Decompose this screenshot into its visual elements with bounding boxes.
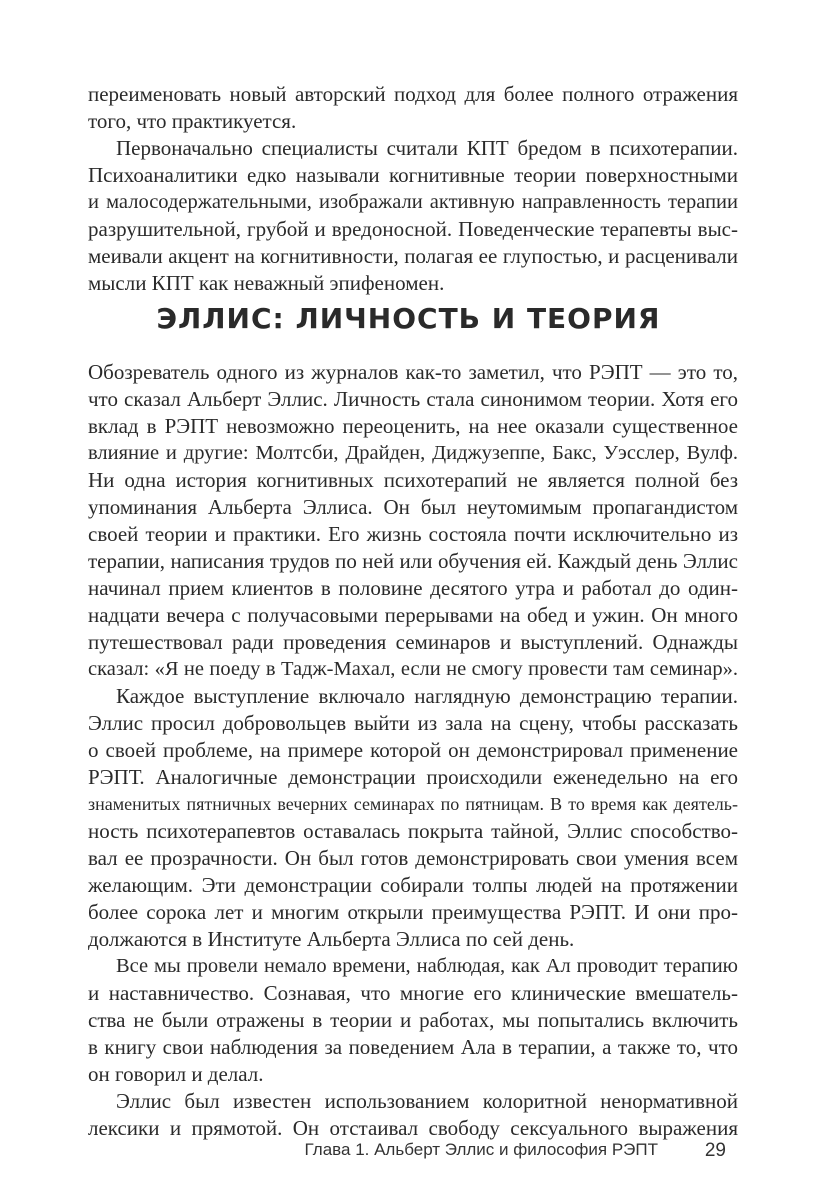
text-line: мысли КПТ как неважный эпифеномен. (88, 271, 445, 295)
text-line: Обозреватель одного из журналов как-то заметил, что РЭПТ — это то, (88, 360, 738, 384)
text-line: Эллис был известен использованием колоритной ненормативной (116, 1089, 738, 1113)
text-line: должаются в Институте Альберта Эллиса по сей день. (88, 927, 575, 951)
text-line: Все мы провели немало времени, наблюдая, как Ал проводит терапию (116, 955, 738, 977)
text-line: вклад в РЭПТ невозможно переоценить, на нее оказали существенное (88, 414, 738, 438)
text-line: желающим. Эти демонстрации собирали толпы людей на протяжении (88, 873, 738, 897)
text-line: Первоначально специалисты считали КПТ бредом в психотерапии. (116, 136, 738, 160)
text-line: РЭПТ. Аналогичные демонстрации происходили еженедельно на его (88, 765, 738, 789)
text-line: он говорил и делал. (88, 1062, 264, 1086)
text-line: знаменитых пятничных вечерних семинарах по пятницам. В то время как деятель- (88, 794, 738, 814)
text-line: меивали акцент на когнитивности, полагая ее глупостью, и расценивали (88, 244, 738, 268)
text-line: влияние и другие: Молтсби, Драйден, Диджузеппе, Бакс, Уэсслер, Вулф. (88, 442, 738, 464)
text-line: сказал: «Я не поеду в Тадж-Махал, если не смогу провести там семинар». (88, 658, 738, 680)
text-line: начинал прием клиентов в половине десятого утра и работал до один- (88, 576, 738, 600)
text-line: более сорока лет и многим открыли преимущества РЭПТ. И они про- (88, 900, 738, 924)
text-line: терапии, написания трудов по ней или обучения ей. Каждый день Эллис (88, 549, 738, 573)
text-line: о своей проблеме, на примере которой он демонстрировал применение (88, 738, 738, 762)
text-line: Каждое выступление включало наглядную демонстрацию терапии. (116, 684, 738, 708)
text-line: упоминания Альберта Эллиса. Он был неутомимым пропагандистом (88, 495, 738, 519)
text-line: что сказал Альберт Эллис. Личность стала синонимом теории. Хотя его (88, 387, 738, 411)
text-line: и малосодержательными, изображали активную направленность терапии (88, 191, 738, 213)
intro-text (88, 81, 738, 297)
text-line: вал ее прозрачности. Он был готов демонстрировать свои умения всем (88, 846, 738, 870)
text-line: переименовать новый авторский подход для более полного отражения (88, 82, 738, 106)
text-line: ность психотерапевтов оставалась покрыта тайной, Эллис способство- (88, 819, 738, 843)
text-line: надцати вечера с получасовыми перерывами на обед и ужин. Он много (88, 603, 738, 627)
text-line: и наставничество. Сознавая, что многие его клинические вмешатель- (88, 981, 738, 1005)
page-number: 29 (704, 1140, 726, 1161)
text-line: в книгу свои наблюдения за поведением Ала в терапии, а также то, что (88, 1035, 738, 1059)
text-line: ства не были отражены в теории и работах, мы попытались включить (88, 1008, 738, 1032)
text-line: того, что практикуется. (88, 109, 297, 133)
text-line: Эллис просил добровольцев выйти из зала на сцену, чтобы рассказать (88, 711, 738, 735)
text-line: путешествовал ради проведения семинаров и выступлений. Однажды (88, 630, 738, 654)
text-line: Ни одна история когнитивных психотерапий не является полной без (88, 468, 738, 492)
running-footer-chapter: Глава 1. Альберт Эллис и философия РЭПТ (304, 1140, 658, 1159)
section-body-text (88, 359, 738, 1142)
text-line: Психоаналитики едко называли когнитивные теории поверхностными (88, 163, 738, 187)
text-line: своей теории и практики. Его жизнь состояла почти исключительно из (88, 522, 738, 546)
section-heading: ЭЛЛИС: ЛИЧНОСТЬ И ТЕОРИЯ (156, 302, 661, 335)
text-line: лексики и прямотой. Он отстаивал свободу сексуального выражения (88, 1116, 738, 1140)
text-line: разрушительной, грубой и вредоносной. Поведенческие терапевты выс- (88, 217, 738, 241)
